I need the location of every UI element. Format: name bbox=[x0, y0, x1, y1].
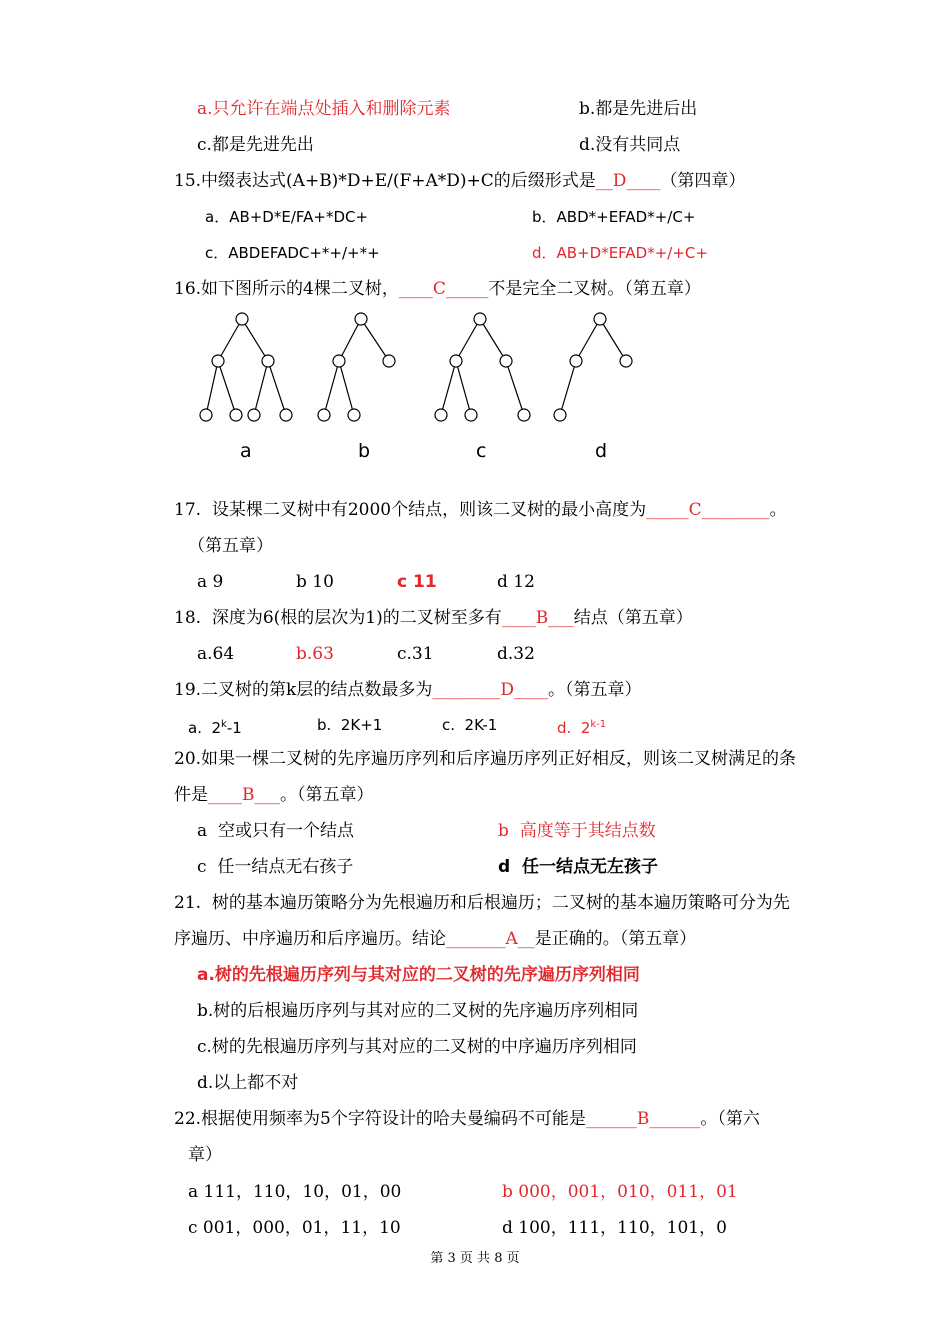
q17-answer: C bbox=[688, 500, 702, 520]
q14-option-b: b.都是先进后出 bbox=[579, 99, 698, 119]
q19-option-b: b. 2K+1 bbox=[317, 716, 383, 734]
q15-option-d: d．AB+D*EFAD*+/+C+ bbox=[532, 244, 708, 262]
q15-option-b: b．ABD*+EFAD*+/C+ bbox=[532, 208, 696, 226]
tree-label-a: a bbox=[240, 440, 252, 462]
q20-option-a: a 空或只有一个结点 bbox=[197, 821, 354, 841]
q19-option-a: a. 2$^k$-1 bbox=[188, 719, 242, 737]
q22-question: 22.根据使用频率为5个字符设计的哈夫曼编码不可能是______B______。（第六 bbox=[174, 1109, 760, 1129]
q14-option-c: c.都是先进先出 bbox=[197, 135, 314, 155]
tree-label-d: d bbox=[595, 440, 608, 462]
q22-chapter: 章） bbox=[188, 1145, 222, 1165]
tree-c bbox=[435, 313, 530, 421]
q17-option-b: b 10 bbox=[296, 572, 334, 592]
page-number: 第 3 页 共 8 页 bbox=[430, 1251, 520, 1266]
tree-d bbox=[554, 313, 632, 421]
q21-option-c: c.树的先根遍历序列与其对应的二叉树的中序遍历序列相同 bbox=[197, 1037, 637, 1057]
q16-answer: C bbox=[432, 279, 446, 299]
q22-answer: B bbox=[636, 1109, 650, 1129]
q14-option-d: d.没有共同点 bbox=[579, 135, 681, 155]
q15-question: 15.中缀表达式(A+B)*D+E/(F+A*D)+C的后缀形式是__D____（第四章） bbox=[174, 171, 746, 191]
q21-question-line2: 序遍历、中序遍历和后序遍历。结论_______A__是正确的。（第五章） bbox=[174, 929, 697, 949]
tree-label-c: c bbox=[476, 440, 487, 462]
q14-option-a: a.只允许在端点处插入和删除元素 bbox=[197, 99, 451, 119]
q16-question: 16.如下图所示的4棵二叉树，____C_____不是完全二叉树。（第五章） bbox=[174, 279, 701, 299]
q18-option-c: c.31 bbox=[397, 644, 434, 664]
q21-answer: A bbox=[505, 929, 518, 949]
q22-option-d: d 100，111，110，101，0 bbox=[502, 1218, 727, 1238]
q20-option-b: b 高度等于其结点数 bbox=[498, 821, 656, 841]
q18-option-d: d.32 bbox=[497, 644, 535, 664]
q19-question: 19.二叉树的第k层的结点数最多为________D____。（第五章） bbox=[174, 680, 642, 700]
q20-option-d: d 任一结点无左孩子 bbox=[498, 857, 659, 877]
q21-option-d: d.以上都不对 bbox=[197, 1073, 299, 1093]
q18-answer: B bbox=[535, 608, 549, 628]
q17-option-c: c 11 bbox=[397, 572, 437, 592]
q17-chapter: （第五章） bbox=[188, 536, 273, 556]
tree-a bbox=[200, 313, 292, 421]
q19-option-d: d. 2$^{k-1}$ bbox=[557, 719, 607, 737]
q20-question-line2: 件是____B___。（第五章） bbox=[174, 785, 374, 805]
q18-question: 18. 深度为6(根的层次为1)的二叉树至多有____B___结点（第五章） bbox=[174, 608, 693, 628]
q17-question: 17. 设某棵二叉树中有2000个结点，则该二叉树的最小高度为_____C________。 bbox=[174, 500, 787, 520]
q15-answer: D bbox=[612, 171, 627, 191]
q18-option-a: a.64 bbox=[197, 644, 235, 664]
q15-option-c: c．ABDEFADC+*+/+*+ bbox=[205, 244, 380, 262]
q22-option-a: a 111，110，10，01，00 bbox=[188, 1182, 402, 1202]
q21-option-a: a.树的先根遍历序列与其对应的二叉树的先序遍历序列相同 bbox=[197, 965, 640, 985]
q22-option-b: b 000，001，010，011，01 bbox=[502, 1182, 738, 1202]
binary-trees-figure bbox=[190, 305, 650, 470]
tree-b bbox=[318, 313, 395, 421]
q17-option-d: d 12 bbox=[497, 572, 535, 592]
q18-option-b: b.63 bbox=[296, 644, 334, 664]
q20-option-c: c 任一结点无右孩子 bbox=[197, 857, 354, 877]
q15-option-a: a．AB+D*E/FA+*DC+ bbox=[205, 208, 369, 226]
q21-question-line1: 21. 树的基本遍历策略分为先根遍历和后根遍历；二叉树的基本遍历策略可分为先 bbox=[174, 893, 790, 913]
q20-answer: B bbox=[242, 785, 255, 805]
q19-option-c: c. 2K-1 bbox=[442, 716, 498, 734]
q22-option-c: c 001，000，01，11，10 bbox=[188, 1218, 401, 1238]
q19-answer: D bbox=[500, 680, 514, 700]
q20-question-line1: 20.如果一棵二叉树的先序遍历序列和后序遍历序列正好相反，则该二叉树满足的条 bbox=[174, 749, 797, 769]
q17-option-a: a 9 bbox=[197, 572, 224, 592]
q21-option-b: b.树的后根遍历序列与其对应的二叉树的先序遍历序列相同 bbox=[197, 1001, 639, 1021]
tree-label-b: b bbox=[358, 440, 371, 462]
